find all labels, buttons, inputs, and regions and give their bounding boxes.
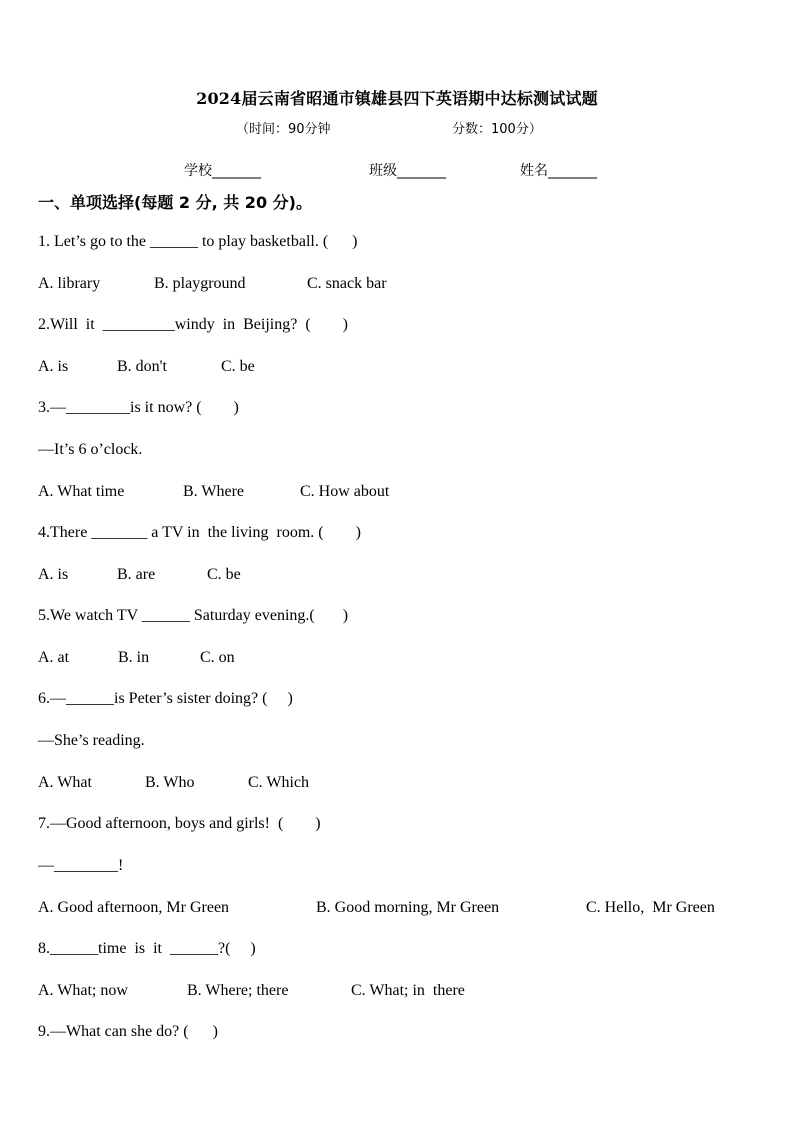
- school-field: 学校_______: [184, 163, 261, 179]
- question-5: 5.We watch TV ______ Saturday evening.( ): [38, 607, 349, 624]
- exam-score: 分数：100分）: [452, 122, 542, 137]
- q4-option-b: B. are: [117, 566, 156, 583]
- q8-option-a: A. What; now: [38, 982, 128, 999]
- q6-option-a: A. What: [38, 774, 92, 791]
- q6-option-c: C. Which: [248, 774, 310, 791]
- document-title: 2024届云南省昭通市镇雄县四下英语期中达标测试试题: [196, 89, 598, 108]
- q1-option-c: C. snack bar: [307, 275, 387, 292]
- question-9: 9.—What can she do? ( ): [38, 1023, 218, 1040]
- q8-option-b: B. Where; there: [187, 982, 289, 999]
- q7-option-b: B. Good morning, Mr Green: [316, 899, 500, 916]
- q2-option-a: A. is: [38, 358, 69, 375]
- question-4: 4.There _______ a TV in the living room. ( ): [38, 524, 361, 541]
- q3-option-a: A. What time: [38, 483, 125, 500]
- question-1: 1. Let’s go to the ______ to play basketball. ( ): [38, 233, 358, 250]
- q1-option-b: B. playground: [154, 275, 246, 292]
- q6-option-b: B. Who: [145, 774, 195, 791]
- question-8: 8.______time is it ______?( ): [38, 940, 256, 957]
- q8-option-c: C. What; in there: [351, 982, 465, 999]
- question-2: 2.Will it _________windy in Beijing? ( ): [38, 316, 348, 333]
- q5-option-c: C. on: [200, 649, 235, 666]
- q3-option-c: C. How about: [300, 483, 390, 500]
- exam-time: （时间：90分钟: [236, 122, 331, 137]
- q7-option-a: A. Good afternoon, Mr Green: [38, 899, 230, 916]
- q2-option-c: C. be: [221, 358, 255, 375]
- q3-answer-line: —It’s 6 o’clock.: [38, 441, 143, 458]
- question-3: 3.—________is it now? ( ): [38, 399, 239, 416]
- class-field: 班级_______: [369, 163, 446, 179]
- q7-answer-line: —________!: [38, 857, 124, 874]
- q6-answer-line: —She’s reading.: [38, 732, 145, 749]
- question-6: 6.—______is Peter’s sister doing? ( ): [38, 690, 293, 707]
- q4-option-c: C. be: [207, 566, 241, 583]
- name-field: 姓名_______: [520, 163, 597, 179]
- q3-option-b: B. Where: [183, 483, 245, 500]
- q5-option-a: A. at: [38, 649, 70, 666]
- q2-option-b: B. don't: [117, 358, 167, 375]
- section-title: 一、单项选择(每题 2 分, 共 20 分)。: [38, 193, 312, 212]
- q1-option-a: A. library: [38, 275, 101, 292]
- question-7: 7.—Good afternoon, boys and girls! ( ): [38, 815, 321, 832]
- q4-option-a: A. is: [38, 566, 69, 583]
- q7-option-c: C. Hello, Mr Green: [586, 899, 715, 916]
- q5-option-b: B. in: [118, 649, 150, 666]
